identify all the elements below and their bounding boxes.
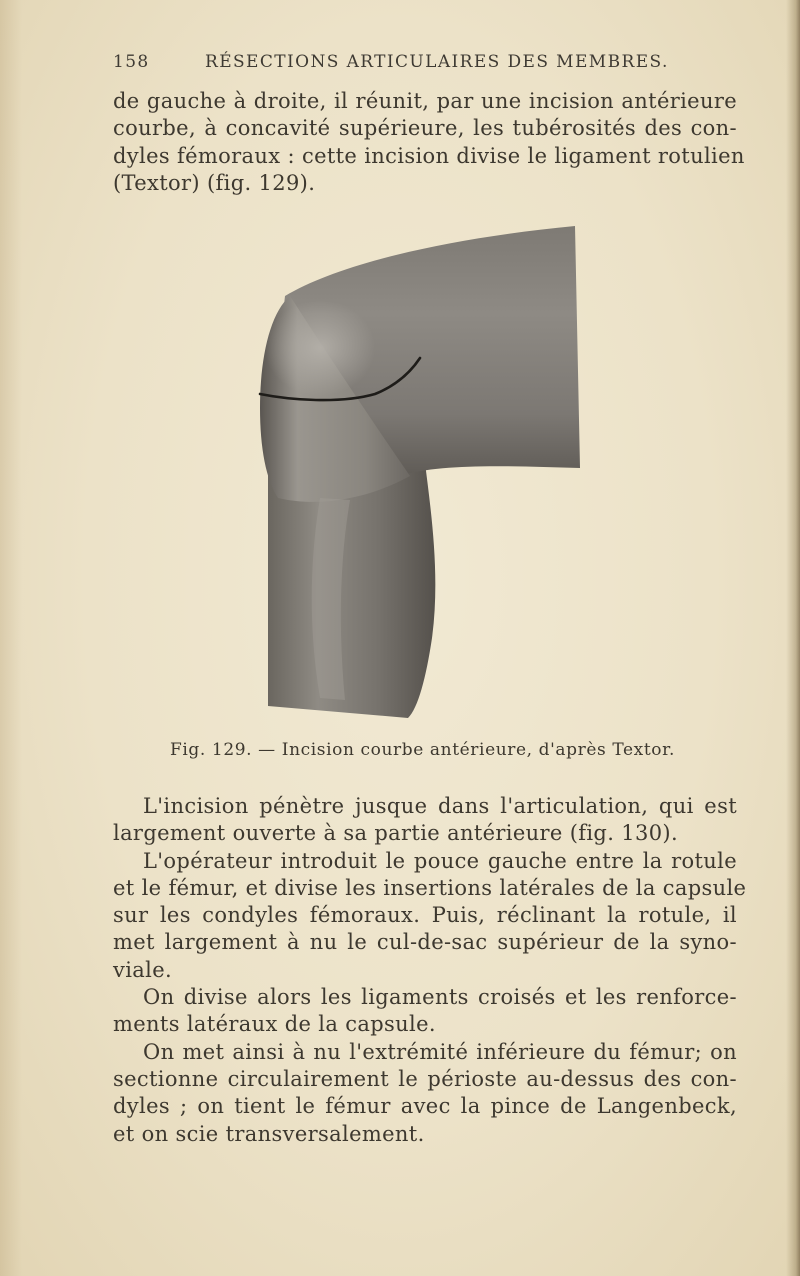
text-line: L'opérateur introduit le pouce gauche entre la rotule xyxy=(143,848,737,873)
page-edge-shade xyxy=(786,0,800,1276)
running-title: RÉSECTIONS ARTICULAIRES DES MEMBRES. xyxy=(205,52,669,72)
text-line: largement ouverte à sa partie antérieure (fig. 130). xyxy=(113,821,678,846)
intro-paragraph xyxy=(113,88,745,197)
page-gutter-shade xyxy=(0,0,22,1276)
text-line: dyles fémoraux : cette incision divise le ligament rotulien xyxy=(113,143,745,168)
text-line: dyles ; on tient le fémur avec la pince de Langenbeck, xyxy=(113,1094,737,1119)
body-text xyxy=(113,793,747,1148)
text-line: On divise alors les ligaments croisés et les renforce- xyxy=(143,985,737,1010)
text-line: et on scie transversalement. xyxy=(113,1121,425,1146)
text-line: (Textor) (fig. 129). xyxy=(113,170,316,195)
text-line: met largement à nu le cul-de-sac supérieur de la syno- xyxy=(113,930,737,955)
patella-highlight xyxy=(265,300,375,396)
figure-caption: Fig. 129. — Incision courbe antérieure, d'après Textor. xyxy=(170,740,675,760)
text-line: de gauche à droite, il réunit, par une incision antérieure xyxy=(113,89,737,113)
text-line: courbe, à concavité supérieure, les tubérosités des con- xyxy=(113,116,737,141)
text-line: L'incision pénètre jusque dans l'articulation, qui est xyxy=(143,794,737,818)
text-line: ments latéraux de la capsule. xyxy=(113,1012,436,1037)
text-line: On met ainsi à nu l'extrémité inférieure du fémur; on xyxy=(143,1039,737,1064)
page-number: 158 xyxy=(113,52,150,72)
running-header xyxy=(113,52,673,80)
text-line: sectionne circulairement le périoste au-dessus des con- xyxy=(113,1066,737,1091)
text-line: viale. xyxy=(113,957,173,982)
text-line: sur les condyles fémoraux. Puis, réclinant la rotule, il xyxy=(113,903,737,928)
text-line: et le fémur, et divise les insertions latérales de la capsule xyxy=(113,875,747,900)
knee-incision-illustration xyxy=(250,218,595,728)
